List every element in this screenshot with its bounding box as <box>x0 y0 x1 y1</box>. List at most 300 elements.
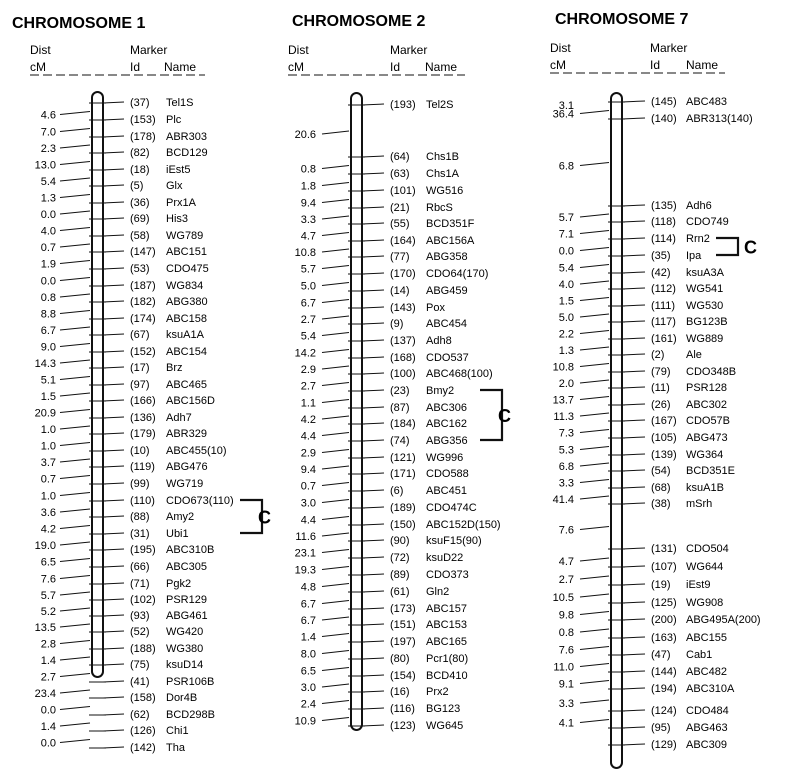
interval-distance: 3.0 <box>300 682 316 694</box>
distance-leader <box>322 483 349 486</box>
marker-name: ABR303 <box>166 131 207 143</box>
marker-name: Chi1 <box>166 725 189 737</box>
marker-connector <box>362 223 384 224</box>
marker-id: (195) <box>130 544 156 556</box>
interval-distance: 2.7 <box>40 671 56 684</box>
marker-connector <box>362 473 384 474</box>
marker-id: (145) <box>651 96 677 108</box>
marker-connector <box>103 549 124 550</box>
marker-name: BG123B <box>686 316 728 328</box>
marker-name: Bmy2 <box>426 385 455 397</box>
distance-leader <box>322 433 349 436</box>
marker-id: (102) <box>130 594 156 606</box>
marker-connector <box>622 101 645 102</box>
interval-distance: 4.0 <box>558 279 574 291</box>
marker-name: ABC153 <box>426 619 467 631</box>
marker-name: WG834 <box>166 280 204 292</box>
marker-id: (11) <box>651 382 670 394</box>
distance-leader <box>322 533 349 536</box>
marker-connector <box>362 156 384 157</box>
marker-name: Dor4B <box>166 692 198 704</box>
interval-distance: 1.3 <box>40 192 56 205</box>
distance-leader <box>60 393 90 396</box>
interval-distance: 0.8 <box>558 627 574 639</box>
marker-id: (36) <box>130 197 150 209</box>
distance-leader <box>60 509 90 512</box>
marker-connector <box>622 548 645 549</box>
distance-leader <box>580 576 609 579</box>
marker-connector <box>622 637 645 638</box>
marker-name: Adh6 <box>686 200 712 212</box>
marker-name: WG516 <box>426 185 464 197</box>
marker-connector <box>362 608 384 609</box>
interval-distance: 5.4 <box>558 262 574 275</box>
marker-connector <box>362 725 384 726</box>
marker-name: WG719 <box>166 478 204 490</box>
interval-distance: 2.3 <box>40 143 56 155</box>
marker-name: CDO373 <box>426 569 469 581</box>
interval-distance: 14.2 <box>294 347 316 360</box>
marker-connector <box>103 500 124 501</box>
marker-name: ABC483 <box>686 96 727 108</box>
marker-name: ksuF15(90) <box>426 535 482 547</box>
marker-id: (119) <box>130 461 155 473</box>
interval-distance: 6.8 <box>558 461 574 473</box>
marker-id: (62) <box>130 709 150 721</box>
distance-leader <box>580 447 609 450</box>
marker-name: CDO484 <box>686 705 729 717</box>
interval-distance: 1.4 <box>300 631 316 644</box>
marker-name: ABR329 <box>166 428 207 440</box>
chromosome-1-header <box>12 15 205 75</box>
interval-distance: 11.0 <box>553 661 574 674</box>
marker-id: (63) <box>390 168 410 180</box>
interval-distance: 0.0 <box>40 737 56 750</box>
distance-leader <box>580 298 609 301</box>
distance-leader <box>580 314 609 317</box>
distance-leader <box>580 496 609 499</box>
marker-name: Glx <box>166 180 183 192</box>
interval-distance: 1.1 <box>300 397 316 410</box>
dist-header: Dist <box>550 41 571 55</box>
marker-id: (197) <box>390 636 416 648</box>
c-label: C <box>498 406 511 426</box>
marker-connector <box>103 251 124 252</box>
marker-name: CDO474C <box>426 502 477 514</box>
marker-connector <box>622 710 645 711</box>
marker-name: Cab1 <box>686 649 713 661</box>
c-bracket <box>716 238 738 255</box>
chromosome-7-title: CHROMOSOME 7 <box>555 11 689 28</box>
interval-distance: 10.9 <box>294 715 316 728</box>
marker-connector <box>362 440 384 441</box>
distance-leader <box>60 360 90 363</box>
marker-name: Ipa <box>686 250 702 262</box>
interval-distance: 0.8 <box>40 292 56 304</box>
marker-id: (53) <box>130 263 150 275</box>
interval-distance: 1.3 <box>558 345 574 357</box>
distance-leader <box>60 195 90 198</box>
marker-id: (121) <box>390 452 416 464</box>
distance-leader <box>322 617 349 620</box>
distance-leader <box>60 344 90 347</box>
interval-distance: 10.5 <box>552 592 574 604</box>
marker-connector <box>622 671 645 672</box>
distance-leader <box>60 178 90 181</box>
marker-id: (178) <box>130 131 156 143</box>
marker-id: (150) <box>390 519 416 531</box>
marker-id: (41) <box>130 676 150 688</box>
marker-name: ABC154 <box>166 346 207 358</box>
interval-distance: 1.9 <box>40 258 56 271</box>
marker-id: (105) <box>651 432 677 444</box>
name-header: Name <box>686 58 719 72</box>
distance-leader <box>580 527 609 530</box>
marker-name: BCD298B <box>166 709 215 721</box>
interval-distance: 0.0 <box>558 245 574 258</box>
marker-connector <box>362 423 384 424</box>
interval-distance: 1.0 <box>40 440 56 453</box>
distance-leader <box>60 493 90 496</box>
marker-connector <box>103 714 124 715</box>
distance-leader <box>322 131 349 134</box>
marker-connector <box>103 747 124 748</box>
distance-leader <box>322 651 349 654</box>
chromosome-1-title: CHROMOSOME 1 <box>12 15 146 32</box>
marker-connector <box>622 387 645 388</box>
distance-leader <box>580 664 609 667</box>
marker-id: (71) <box>130 578 150 590</box>
marker-id: (95) <box>651 722 671 734</box>
interval-distance: 13.7 <box>552 394 574 407</box>
distance-leader <box>60 162 90 165</box>
interval-distance: 9.1 <box>558 678 574 691</box>
marker-id: (2) <box>651 349 665 361</box>
marker-name: WG530 <box>686 300 724 312</box>
distance-leader <box>580 700 609 703</box>
interval-distance: 3.1 <box>558 100 574 112</box>
interval-distance: 9.0 <box>40 341 56 354</box>
marker-connector <box>622 487 645 488</box>
distance-leader <box>322 684 349 687</box>
marker-name: Adh7 <box>166 412 192 424</box>
marker-name: Amy2 <box>166 511 195 523</box>
interval-distance: 0.0 <box>40 209 56 221</box>
distance-leader <box>60 410 90 413</box>
marker-connector <box>622 338 645 339</box>
marker-connector <box>103 384 124 385</box>
marker-name: ABC156D <box>166 395 215 407</box>
interval-distance: 7.3 <box>558 427 574 440</box>
marker-connector <box>622 321 645 322</box>
distance-leader <box>322 517 349 520</box>
marker-id: (68) <box>651 482 671 494</box>
marker-id: (189) <box>390 502 416 514</box>
chromosome-7-body <box>611 93 622 768</box>
marker-name: mSrh <box>686 498 713 510</box>
marker-name: Tel2S <box>426 99 454 111</box>
marker-id: (101) <box>390 185 416 197</box>
marker-connector <box>103 533 124 534</box>
marker-id: (35) <box>651 250 671 262</box>
unit-header: cM <box>30 60 46 74</box>
interval-distance: 5.7 <box>40 590 56 602</box>
marker-connector <box>103 566 124 567</box>
marker-connector <box>362 557 384 558</box>
marker-id: (54) <box>651 465 671 477</box>
marker-name: ABC151 <box>166 246 207 258</box>
marker-id: (117) <box>651 316 676 328</box>
marker-name: ABG495A(200) <box>686 614 761 626</box>
interval-distance: 4.7 <box>300 230 316 243</box>
interval-distance: 6.7 <box>300 598 316 611</box>
interval-distance: 20.9 <box>34 407 56 420</box>
marker-id: (47) <box>651 649 671 661</box>
interval-distance: 5.0 <box>300 280 316 293</box>
marker-name: ksuD22 <box>426 552 464 564</box>
interval-distance: 5.3 <box>558 444 574 457</box>
marker-connector <box>622 205 645 206</box>
marker-id: (194) <box>651 683 677 695</box>
marker-name: BCD351F <box>426 218 475 230</box>
marker-connector <box>103 417 124 418</box>
marker-id: (139) <box>651 449 677 461</box>
marker-name: ABC302 <box>686 399 727 411</box>
marker-id: (153) <box>130 114 156 126</box>
marker-connector <box>103 400 124 401</box>
interval-distance: 11.3 <box>553 411 574 423</box>
marker-connector <box>622 503 645 504</box>
interval-distance: 5.0 <box>558 312 574 324</box>
marker-name: Rrn2 <box>686 233 710 245</box>
interval-distance: 1.8 <box>300 180 316 193</box>
distance-leader <box>322 584 349 587</box>
distance-leader <box>60 576 90 579</box>
marker-id: (21) <box>390 202 410 214</box>
marker-connector <box>622 118 645 119</box>
distance-leader <box>60 129 90 132</box>
distance-leader <box>60 459 90 462</box>
marker-connector <box>362 104 384 105</box>
marker-id: (151) <box>390 619 416 631</box>
marker-name: ABG473 <box>686 432 728 444</box>
distance-leader <box>322 350 349 353</box>
id-header: Id <box>390 60 401 74</box>
interval-distance: 2.7 <box>300 314 316 326</box>
marker-connector <box>622 727 645 728</box>
marker-id: (144) <box>651 666 677 678</box>
marker-id: (140) <box>651 113 677 125</box>
interval-distance: 23.4 <box>34 688 56 700</box>
marker-name: ABC156A <box>426 235 475 247</box>
marker-connector <box>103 483 124 484</box>
marker-name: ABC305 <box>166 561 207 573</box>
distance-leader <box>60 624 90 627</box>
marker-connector <box>362 708 384 709</box>
marker-id: (37) <box>130 97 150 109</box>
marker-name: ABG356 <box>426 435 468 447</box>
marker-id: (66) <box>130 561 150 573</box>
marker-name: iEst5 <box>166 164 191 176</box>
marker-connector <box>103 334 124 335</box>
distance-leader <box>322 466 349 469</box>
marker-name: WG889 <box>686 333 724 345</box>
marker-connector <box>103 235 124 236</box>
marker-connector <box>103 730 124 731</box>
interval-distance: 19.0 <box>34 540 56 552</box>
distance-leader <box>60 674 90 677</box>
distance-leader <box>580 265 609 268</box>
interval-distance: 1.0 <box>40 424 56 436</box>
marker-connector <box>362 591 384 592</box>
marker-id: (163) <box>651 632 677 644</box>
marker-connector <box>362 407 384 408</box>
marker-id: (38) <box>651 498 671 510</box>
marker-connector <box>103 152 124 153</box>
marker-connector <box>103 599 124 600</box>
interval-distance: 4.7 <box>558 556 574 568</box>
marker-name: ABC157 <box>426 603 467 615</box>
marker-name: Pgk2 <box>166 578 192 590</box>
marker-id: (82) <box>130 147 150 159</box>
distance-leader <box>580 480 609 483</box>
dist-header: Dist <box>30 43 51 57</box>
interval-distance: 2.2 <box>558 328 574 341</box>
marker-connector <box>622 305 645 306</box>
distance-leader <box>60 707 90 710</box>
marker-connector <box>362 658 384 659</box>
distance-leader <box>322 183 349 186</box>
distance-leader <box>60 542 90 545</box>
marker-id: (58) <box>130 230 150 242</box>
marker-name: Pox <box>426 302 445 314</box>
marker-connector <box>362 524 384 525</box>
marker-connector <box>103 185 124 186</box>
interval-distance: 3.7 <box>40 457 56 469</box>
marker-name: WG420 <box>166 626 204 638</box>
marker-name: CDO537 <box>426 352 469 364</box>
marker-id: (170) <box>390 268 416 280</box>
marker-id: (61) <box>390 586 410 598</box>
interval-distance: 7.6 <box>558 644 574 657</box>
interval-distance: 10.8 <box>294 247 316 259</box>
marker-connector <box>362 256 384 257</box>
interval-distance: 11.6 <box>295 531 316 543</box>
interval-distance: 6.5 <box>300 665 316 678</box>
distance-leader <box>60 426 90 429</box>
marker-id: (116) <box>390 703 415 715</box>
interval-distance: 4.2 <box>40 523 56 536</box>
interval-distance: 4.1 <box>558 717 574 730</box>
marker-connector <box>362 173 384 174</box>
unit-header: cM <box>550 58 566 72</box>
marker-name: RbcS <box>426 202 453 214</box>
distance-leader <box>60 740 90 743</box>
marker-id: (10) <box>130 445 150 457</box>
distance-leader <box>580 331 609 334</box>
marker-name: ksuA1A <box>166 329 204 341</box>
marker-id: (129) <box>651 739 677 751</box>
marker-id: (188) <box>130 643 156 655</box>
marker-id: (9) <box>390 318 404 330</box>
name-header: Name <box>425 60 458 74</box>
marker-connector <box>362 190 384 191</box>
marker-name: BCD129 <box>166 147 208 159</box>
distance-leader <box>60 526 90 529</box>
distance-leader <box>322 216 349 219</box>
interval-distance: 0.0 <box>40 275 56 288</box>
marker-id: (14) <box>390 285 410 297</box>
marker-name: ksuA3A <box>686 267 724 279</box>
distance-leader <box>322 450 349 453</box>
marker-name: WG644 <box>686 561 724 573</box>
marker-name: Gln2 <box>426 586 450 598</box>
marker-connector <box>362 624 384 625</box>
marker-id: (179) <box>130 428 156 440</box>
distance-leader <box>580 558 609 561</box>
marker-id: (5) <box>130 180 144 192</box>
distance-leader <box>322 718 349 721</box>
marker-name: Chs1B <box>426 151 460 163</box>
distance-leader <box>322 634 349 637</box>
interval-distance: 19.3 <box>294 564 316 577</box>
marker-connector <box>103 169 124 170</box>
interval-distance: 5.7 <box>300 263 316 276</box>
distance-leader <box>60 608 90 611</box>
marker-connector <box>622 221 645 222</box>
interval-distance: 1.4 <box>40 655 56 667</box>
distance-leader <box>322 400 349 403</box>
dist-header: Dist <box>288 43 309 57</box>
interval-distance: 3.3 <box>558 698 574 710</box>
interval-distance: 41.4 <box>552 494 574 506</box>
marker-id: (124) <box>651 705 677 717</box>
distance-leader <box>580 629 609 632</box>
distance-leader <box>60 443 90 446</box>
marker-header: Marker <box>130 43 168 57</box>
interval-distance: 6.7 <box>300 615 316 627</box>
marker-name: ABC309 <box>686 739 727 751</box>
marker-connector <box>362 357 384 358</box>
interval-distance: 0.7 <box>40 242 56 254</box>
marker-id: (112) <box>651 283 676 295</box>
marker-name: Prx2 <box>426 686 449 698</box>
marker-name: ABR313(140) <box>686 113 753 125</box>
distance-leader <box>322 500 349 503</box>
interval-distance: 8.8 <box>40 308 56 321</box>
interval-distance: 9.8 <box>558 609 574 622</box>
marker-connector <box>103 697 124 698</box>
interval-distance: 13.0 <box>34 159 56 172</box>
marker-id: (125) <box>651 597 677 609</box>
marker-id: (74) <box>390 435 410 447</box>
distance-leader <box>580 231 609 234</box>
marker-id: (99) <box>130 478 150 490</box>
marker-id: (75) <box>130 659 150 671</box>
marker-connector <box>622 654 645 655</box>
interval-distance: 4.6 <box>40 109 56 122</box>
interval-distance: 14.3 <box>34 358 56 370</box>
distance-leader <box>60 311 90 314</box>
interval-distance: 5.4 <box>40 176 56 188</box>
distance-leader <box>322 166 349 169</box>
marker-id: (97) <box>130 379 150 391</box>
marker-name: WG541 <box>686 283 724 295</box>
distance-leader <box>322 601 349 604</box>
marker-name: Adh8 <box>426 335 452 347</box>
marker-id: (107) <box>651 561 677 573</box>
marker-id: (171) <box>390 468 416 480</box>
